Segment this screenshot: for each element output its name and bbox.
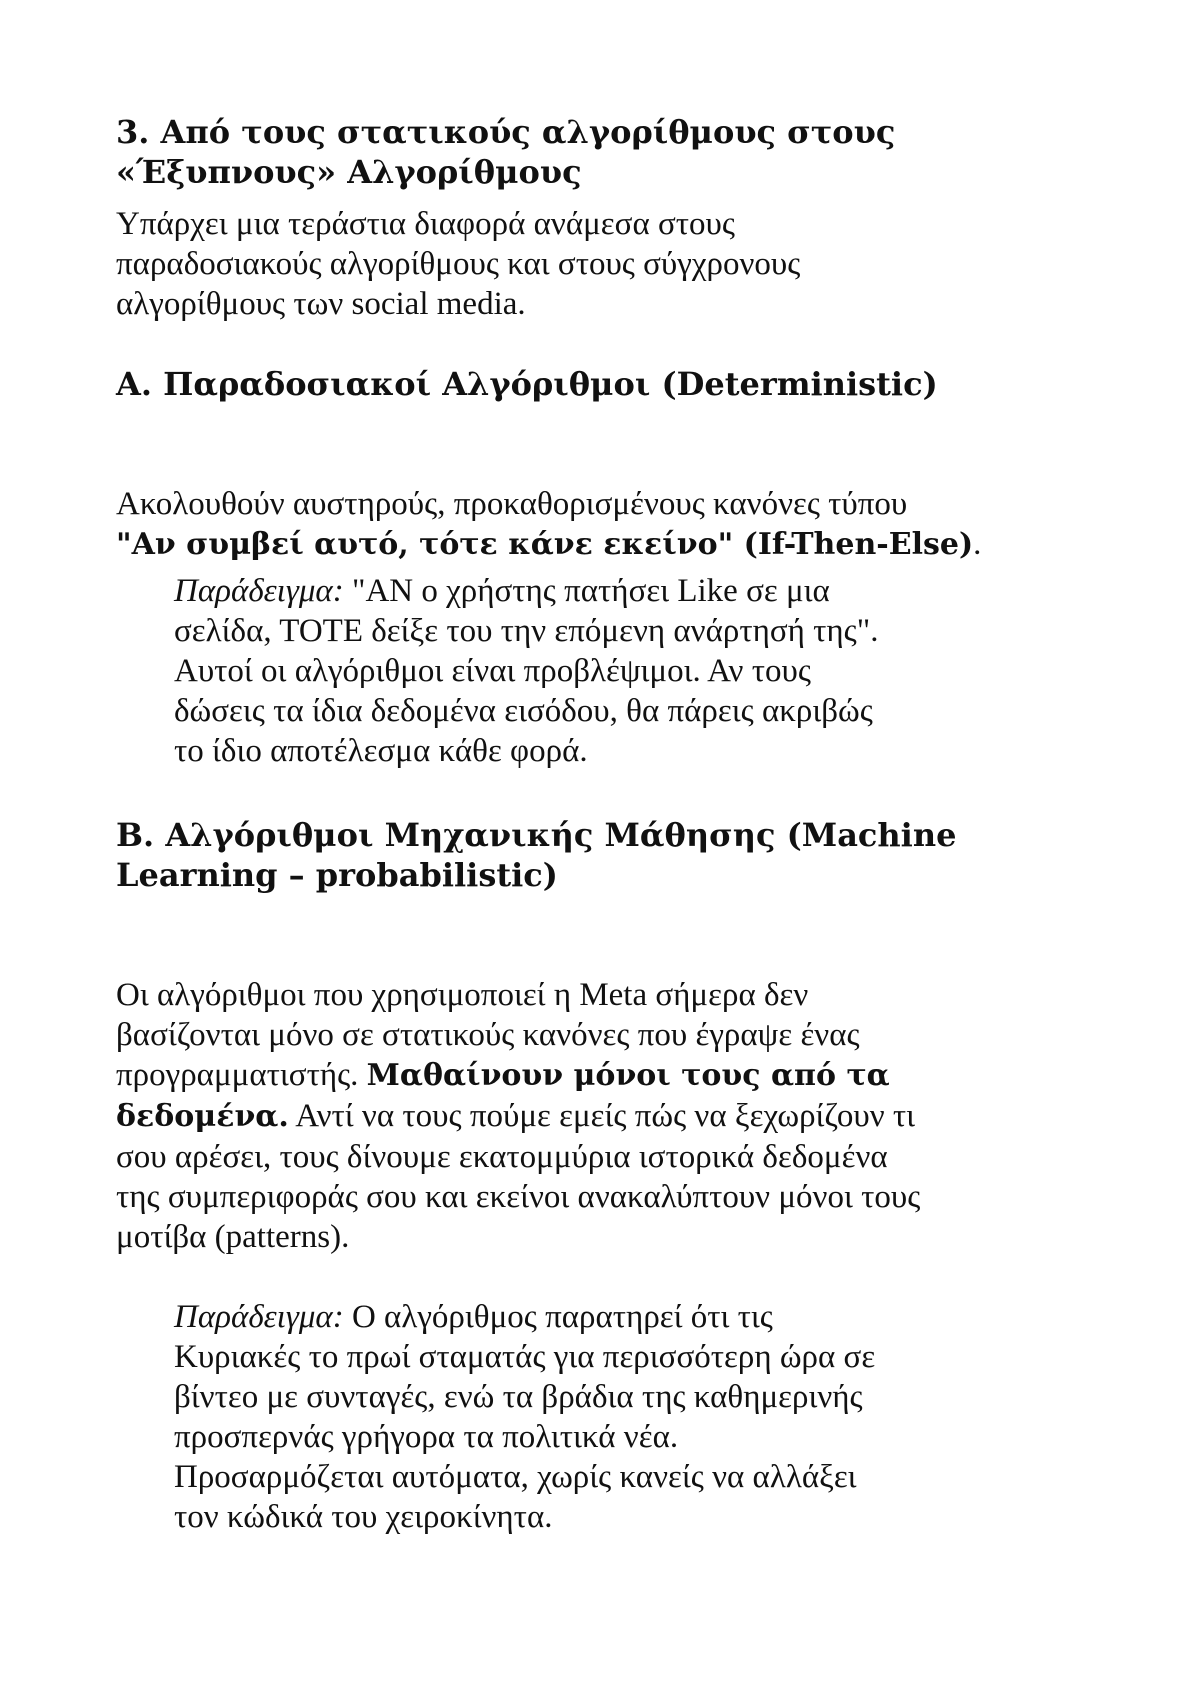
heading-line-2: «Έξυπνους» Αλγορίθμους: [116, 153, 582, 191]
intro-line-1: Υπάρχει μια τεράστια διαφορά ανάμεσα στους: [116, 206, 735, 242]
intro-paragraph: [116, 204, 1106, 324]
example-a-line-3: Αυτοί οι αλγόριθμοι είναι προβλέψιμοι. Αν τους: [174, 653, 811, 689]
intro-line-3: αλγορίθμους των social media.: [116, 286, 526, 322]
subsection-a-line-2: [116, 524, 1106, 565]
example-b-line-4: προσπερνάς γρήγορα τα πολιτικά νέα.: [174, 1419, 679, 1455]
subsection-b-line-4-rest: Αντί να τους πούμε εμείς πώς να ξεχωρίζουν τι: [288, 1098, 916, 1134]
heading-line-1: 3. Από τους στατικούς αλγορίθμους στους: [116, 113, 896, 151]
subsection-b-line-7: μοτίβα (patterns).: [116, 1219, 350, 1255]
subsection-a-line-1: Ακολουθούν αυστηρούς, προκαθορισμένους κανόνες τύπου: [116, 486, 908, 522]
subsection-b-heading-line-1: B. Αλγόριθμοι Μηχανικής Μάθησης (Machine: [116, 816, 957, 854]
subsection-b-line-5: σου αρέσει, τους δίνουμε εκατομμύρια ιστορικά δεδομένα: [116, 1139, 888, 1175]
example-b-line-5: Προσαρμόζεται αυτόματα, χωρίς κανείς να αλλάξει: [174, 1459, 857, 1495]
example-b-text-1: Ο αλγόριθμος παρατηρεί ότι τις: [343, 1299, 773, 1335]
example-b-line-3: βίντεο με συνταγές, ενώ τα βράδια της καθημερινής: [174, 1379, 863, 1415]
subsection-b-line-3-start: προγραμματιστής.: [116, 1057, 367, 1093]
subsection-a-heading-text: A. Παραδοσιακοί Αλγόριθμοι (Deterministic): [116, 365, 938, 403]
subsection-a-example: [174, 571, 1106, 771]
subsection-b-bold-1: Μαθαίνουν μόνοι τους από τα: [366, 1058, 890, 1093]
example-b-line-2: Κυριακές το πρωί σταματάς για περισσότερη ώρα σε: [174, 1339, 876, 1375]
subsection-b-line-1: Οι αλγόριθμοι που χρησιμοποιεί η Meta σήμερα δεν: [116, 977, 809, 1013]
subsection-b-heading: [116, 815, 1106, 895]
document-page: [116, 112, 1106, 1537]
subsection-b-example: [174, 1297, 1106, 1537]
subsection-b-line-4: [116, 1096, 1106, 1137]
example-a-label: Παράδειγμα:: [174, 573, 344, 609]
example-a-text-1: "AN ο χρήστης πατήσει Like σε μια: [343, 573, 830, 609]
example-b-line-6: τον κώδικά του χειροκίνητα.: [174, 1499, 553, 1535]
subsection-b-line-3: [116, 1055, 1106, 1096]
example-a-line-1: [174, 571, 1106, 611]
example-a-line-5: το ίδιο αποτέλεσμα κάθε φορά.: [174, 733, 588, 769]
subsection-a-bold-rule: "Αν συμβεί αυτό, τότε κάνε εκείνο" (If-Then-Else): [116, 527, 974, 562]
intro-line-2: παραδοσιακούς αλγορίθμους και στους σύγχρονους: [116, 246, 801, 282]
subsection-a-period: .: [973, 526, 982, 562]
subsection-b-line-6: της συμπεριφοράς σου και εκείνοι ανακαλύπτουν μόνοι τους: [116, 1179, 921, 1215]
example-a-line-2: σελίδα, ΤΟΤΕ δείξε του την επόμενη ανάρτησή της".: [174, 613, 879, 649]
subsection-a-paragraph: [116, 484, 1106, 565]
subsection-b-paragraph: [116, 975, 1106, 1257]
example-b-line-1: [174, 1297, 1106, 1337]
subsection-a-heading: [116, 364, 1106, 404]
example-b-label: Παράδειγμα:: [174, 1299, 344, 1335]
subsection-b-heading-line-2: Learning – probabilistic): [116, 856, 558, 894]
subsection-b-line-2: βασίζονται μόνο σε στατικούς κανόνες που έγραψε ένας: [116, 1017, 860, 1053]
subsection-b-bold-2: δεδομένα.: [116, 1099, 289, 1134]
example-a-line-4: δώσεις τα ίδια δεδομένα εισόδου, θα πάρεις ακριβώς: [174, 693, 873, 729]
section-heading: [116, 112, 1106, 192]
